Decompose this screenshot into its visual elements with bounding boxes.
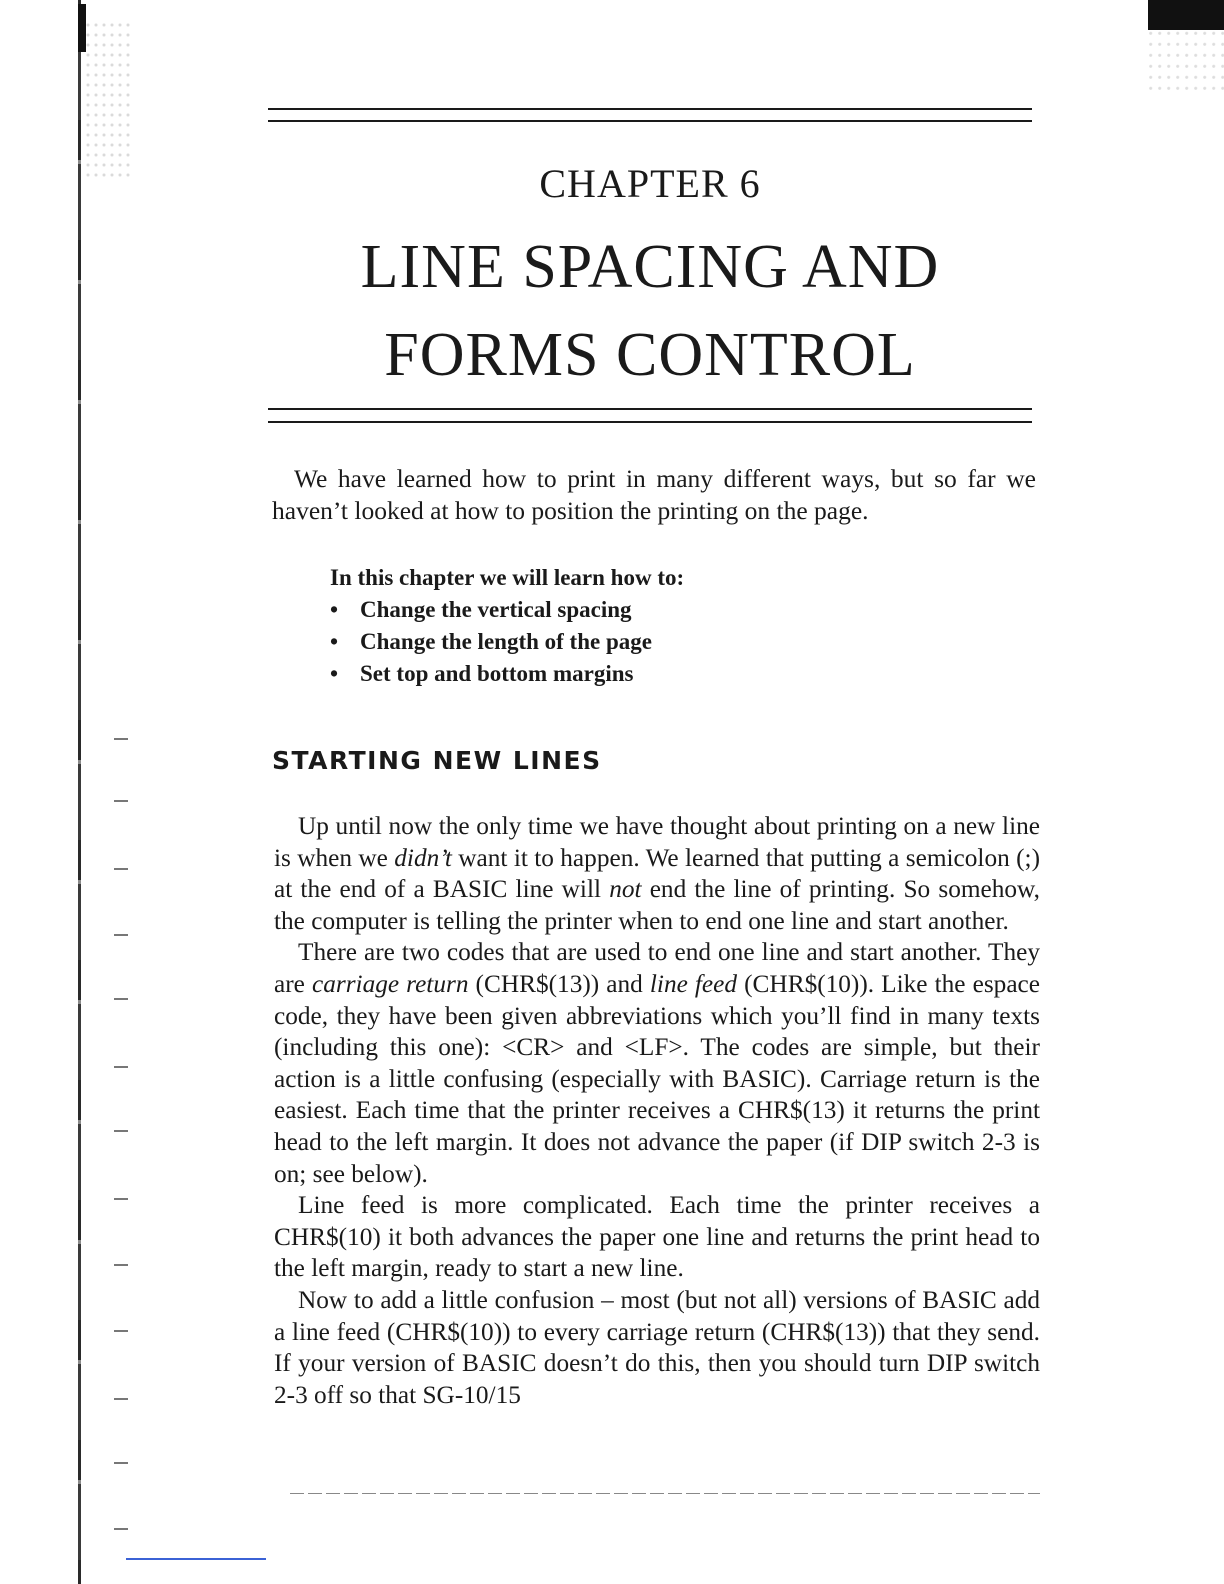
top-rule xyxy=(268,108,1032,110)
chapter-objectives xyxy=(330,562,684,690)
chapter-title-line-1: LINE SPACING AND xyxy=(360,233,940,301)
margin-marks xyxy=(114,0,144,1584)
paragraph: Up until now the only time we have thought about printing on a new line is when we didn’t want it to happen. We learned that putting a semicolon (;) at the end of a BASIC line will not end the line of printing. So somehow, the computer is telling the printer when to end one line and start another. xyxy=(274,812,1040,935)
bottom-rule xyxy=(268,408,1032,410)
chapter-label: CHAPTER 6 xyxy=(539,161,761,206)
scan-noise xyxy=(1148,30,1224,90)
intro-paragraph: We have learned how to print in many different ways, but so far we haven’t looked at how to position the printing on the page. xyxy=(272,464,1036,525)
scan-line xyxy=(290,1493,1040,1494)
scan-mark xyxy=(1148,0,1224,30)
objective-item: • Change the vertical spacing xyxy=(330,594,684,626)
top-rule xyxy=(268,120,1032,122)
bottom-rule xyxy=(268,421,1032,423)
objective-item: • Set top and bottom margins xyxy=(330,658,684,690)
objectives-heading: In this chapter we will learn how to: xyxy=(330,565,685,590)
section-body xyxy=(274,811,1040,1411)
paragraph: Line feed is more complicated. Each time the printer receives a CHR$(10) it both advances the paper one line and returns the print head to the left margin, ready to start a new line. xyxy=(274,1191,1040,1283)
objective-item: • Change the length of the page xyxy=(330,626,684,658)
paragraph: Now to add a little confusion – most (but not all) versions of BASIC add a line feed (CHR$(10)) to every carriage return (CHR$(13)) that they send. If your version of BASIC doesn’t do this, then you should turn DIP switch 2-3 off so that SG-10/15 xyxy=(274,1285,1040,1409)
section-heading: STARTING NEW LINES xyxy=(272,746,602,775)
paragraph: There are two codes that are used to end one line and start another. They are carriage return (CHR$(13)) and line feed (CHR$(10)). Like the espace code, they have been given abbreviations which you’ll find in many texts (including this one): <CR> and <LF>. The codes are simple, but their action is a little confusing (especially with BASIC). Carriage return is the easiest. Each time that the printer receives a CHR$(13) it returns the print head to the left margin. It does not advance the paper (if DIP switch 2-3 is on; see below). xyxy=(274,938,1041,1188)
scan-line xyxy=(126,1558,266,1560)
scan-edge xyxy=(78,0,81,1584)
objectives-list xyxy=(330,594,684,690)
chapter-title-line-2: FORMS CONTROL xyxy=(384,321,916,389)
